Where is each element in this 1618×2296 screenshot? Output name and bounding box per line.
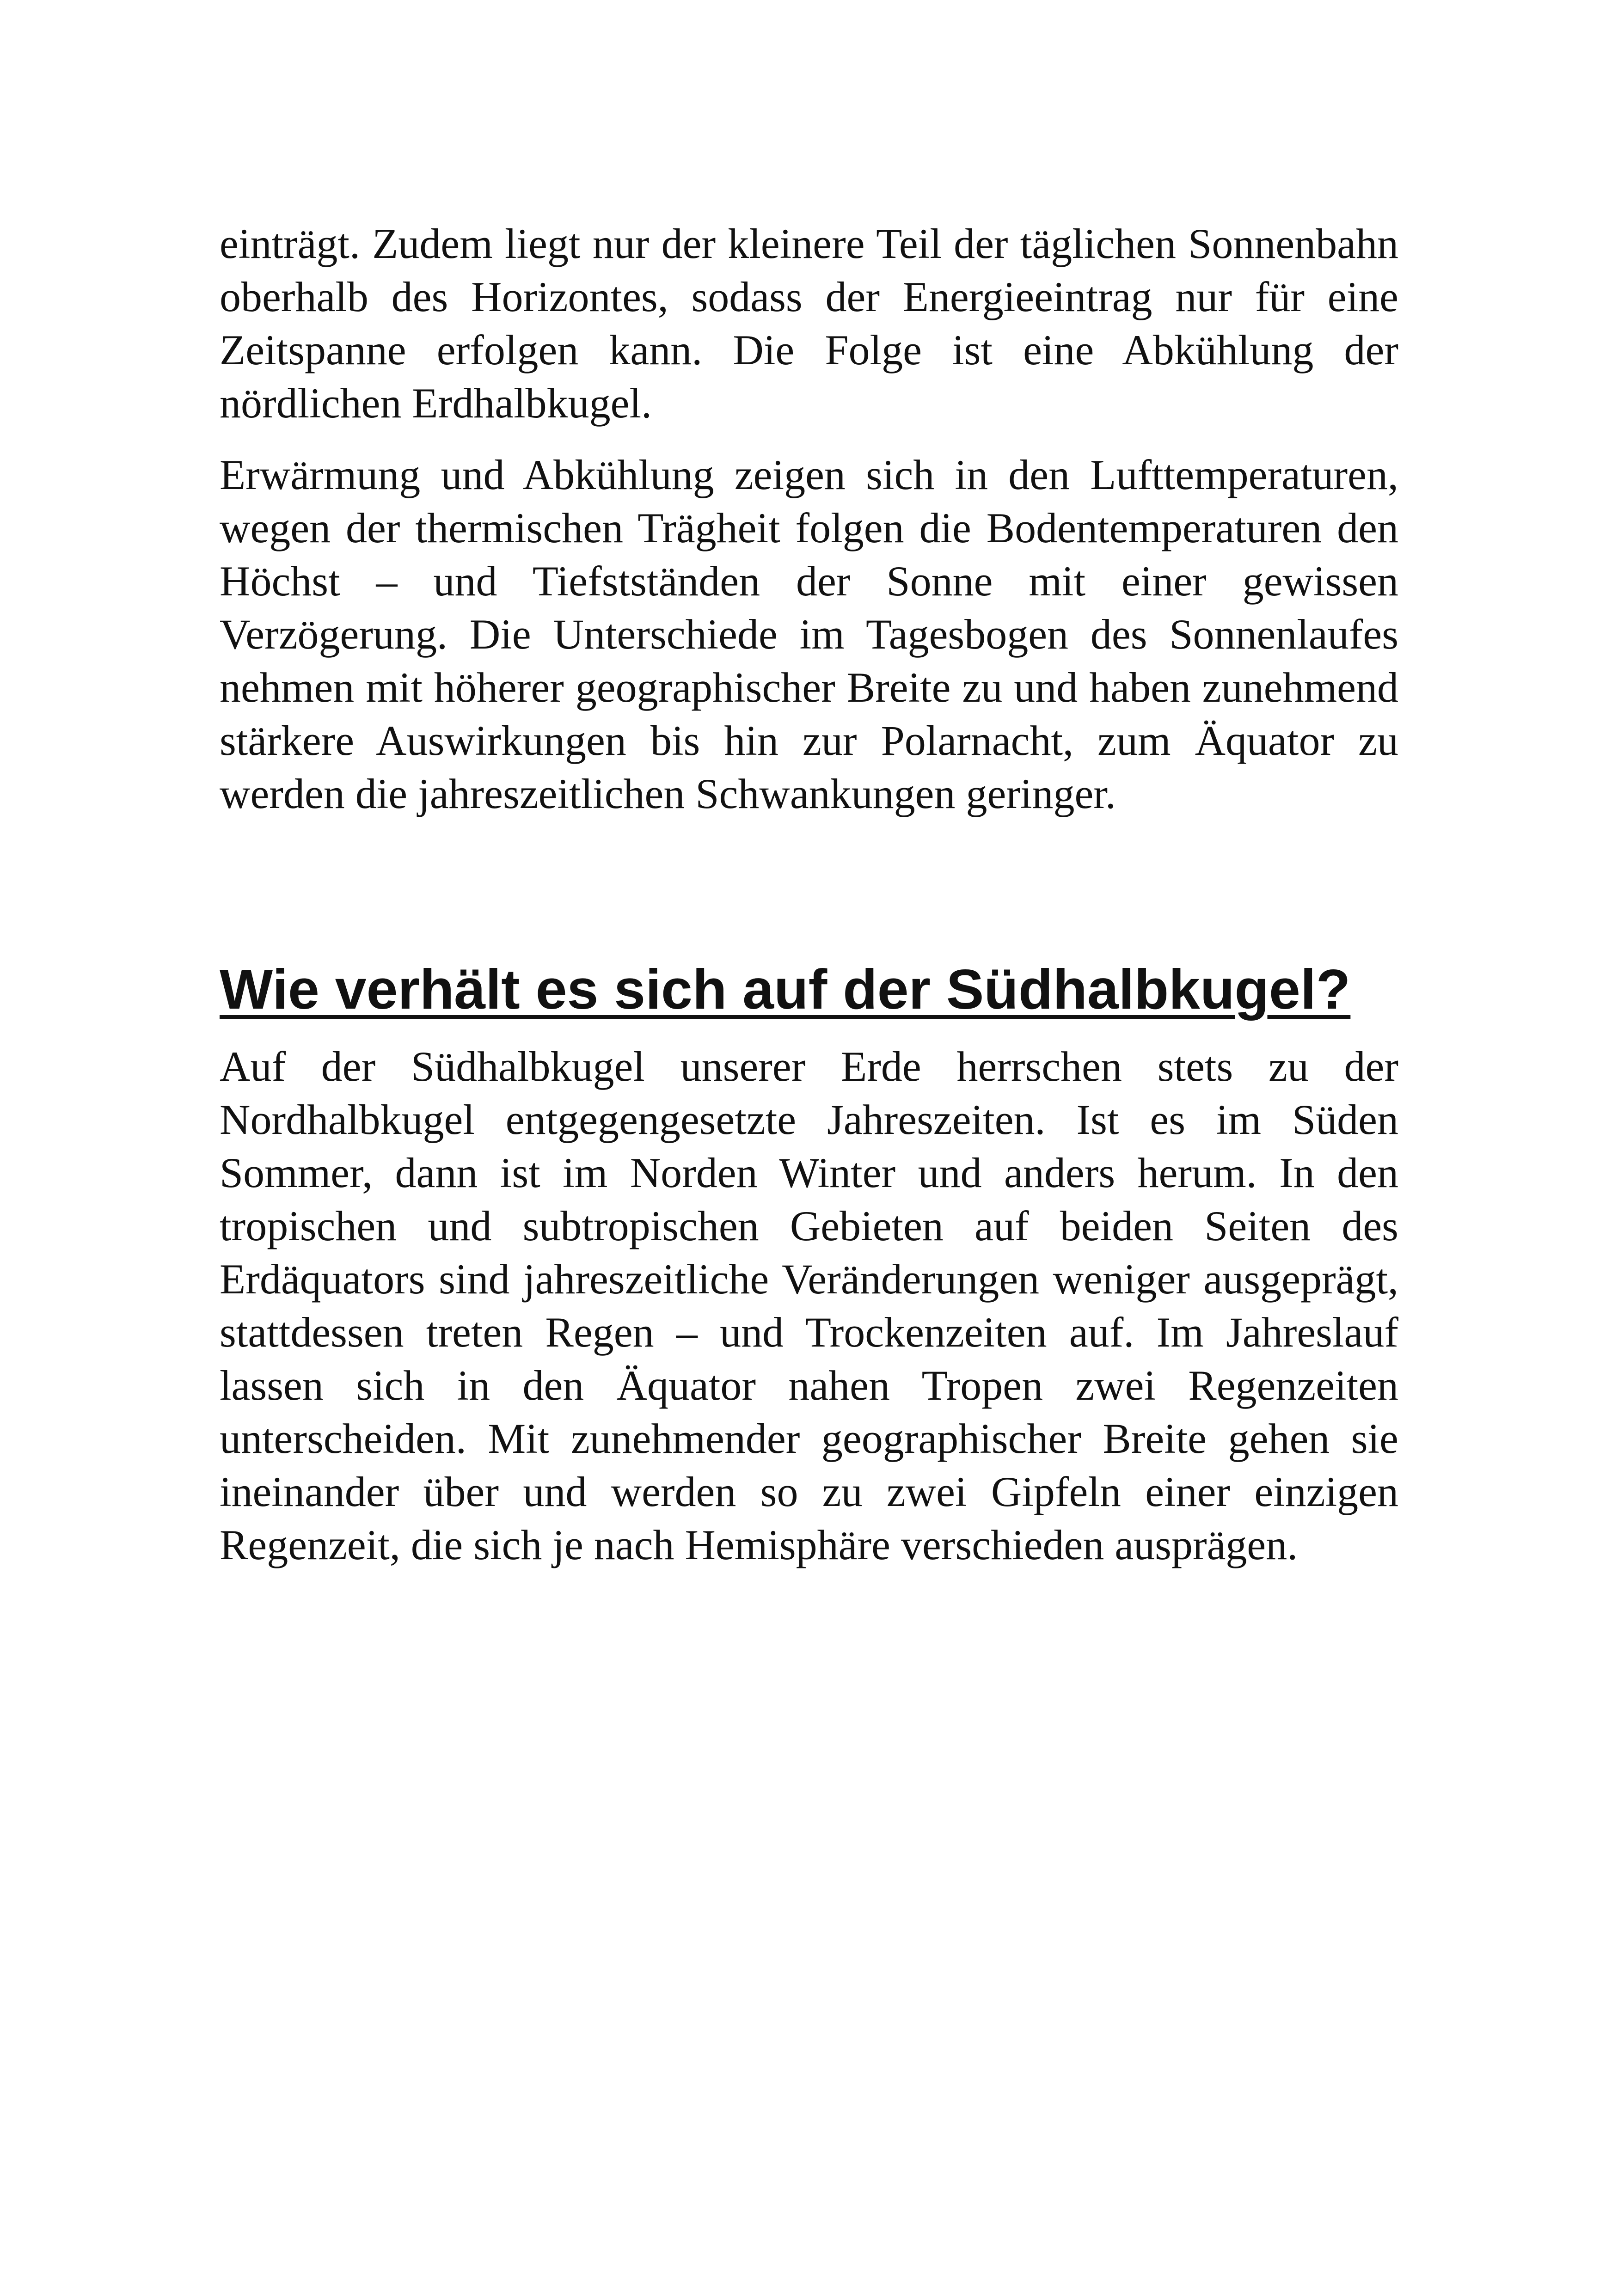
document-body bbox=[220, 217, 1398, 1572]
paragraph-continuation: einträgt. Zudem liegt nur der kleinere Teil der täglichen Sonnenbahn oberhalb des Horizontes, sodass der Energieeintrag nur für eine Zeitspanne erfolgen kann. Die Folge ist eine Abkühlung der nördlichen Erdhalbkugel. bbox=[220, 220, 1398, 427]
paragraph-temperatures: Erwärmung und Abkühlung zeigen sich in den Lufttemperaturen, wegen der thermischen Trägheit folgen die Bodentemperaturen den Höchst – und Tiefstständen der Sonne mit einer gewissen Verzögerung. Die Unterschiede im Tagesbogen des Sonnenlaufes nehmen mit höherer geographischer Breite zu und haben zunehmend stärkere Auswirkungen bis hin zur Polarnacht, zum Äquator zu werden die jahreszeitlichen Schwankungen geringer. bbox=[220, 451, 1398, 817]
paragraph-southern-hemisphere: Auf der Südhalbkugel unserer Erde herrschen stets zu der Nordhalbkugel entgegengesetzte Jahreszeiten. Ist es im Süden Sommer, dann ist im Norden Winter und anders herum. In den tropischen und subtropischen Gebieten auf beiden Seiten des Erdäquators sind jahreszeitliche Veränderungen weniger ausgeprägt, stattdessen treten Regen – und Trockenzeiten auf. Im Jahreslauf lassen sich in den Äquator nahen Tropen zwei Regenzeiten unterscheiden. Mit zunehmender geographischer Breite gehen sie ineinander über und werden so zu zwei Gipfeln einer einzigen Regenzeit, die sich je nach Hemisphäre verschieden ausprägen. bbox=[220, 1043, 1398, 1568]
section-heading: Wie verhält es sich auf der Südhalbkugel? bbox=[220, 958, 1351, 1021]
